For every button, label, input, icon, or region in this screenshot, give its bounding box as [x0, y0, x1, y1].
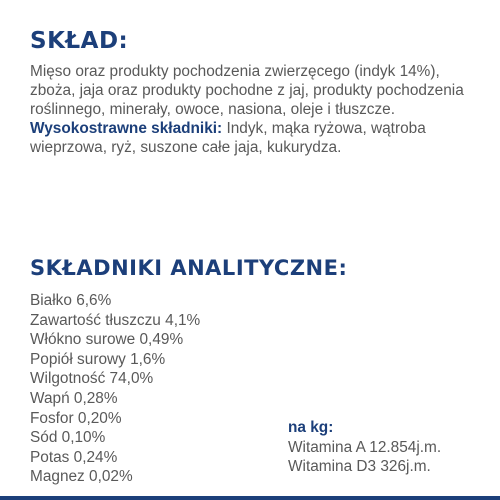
analytic-list — [30, 291, 200, 487]
analytic-item-sodium: Sód 0,10% — [30, 429, 106, 447]
key-ingredients-text: Indyk, mąka ryżowa, wątroba wieprzowa, ryż, suszone całe jaja, kukurydza. — [30, 120, 426, 156]
analytic-item-ash: Popiół surowy 1,6% — [30, 350, 166, 368]
per-kg-item-vitamin-a: Witamina A 12.854j.m. — [288, 438, 442, 456]
analytic-item-moisture: Wilgotność 74,0% — [30, 370, 154, 388]
ingredients-text: Mięso oraz produkty pochodzenia zwierzęcego (indyk 14%), zboża, jaja oraz produkty pochodne z jaj, produkty pochodzenia roślinnego, minerały, owoce, nasiona, oleje i tłuszcze. — [30, 63, 464, 118]
analytic-item-calcium: Wapń 0,28% — [30, 389, 118, 407]
composition-heading: SKŁAD: — [30, 28, 129, 54]
analytic-heading: SKŁADNIKI ANALITYCZNE: — [30, 256, 348, 280]
analytic-item-fat: Zawartość tłuszczu 4,1% — [30, 311, 201, 329]
per-kg-section — [288, 418, 441, 477]
analytic-item-potassium: Potas 0,24% — [30, 448, 118, 466]
key-ingredients-label: Wysokostrawne składniki: — [30, 120, 223, 137]
key-ingredients-paragraph — [30, 119, 480, 157]
composition-section — [30, 62, 480, 157]
analytic-item-fibre: Włókno surowe 0,49% — [30, 331, 184, 349]
per-kg-label: na kg: — [288, 419, 334, 436]
analytic-item-magnesium: Magnez 0,02% — [30, 468, 133, 486]
analytic-item-phosphorus: Fosfor 0,20% — [30, 409, 122, 427]
per-kg-item-vitamin-d3: Witamina D3 326j.m. — [288, 458, 431, 476]
bottom-bar — [0, 496, 500, 500]
analytic-item-protein: Białko 6,6% — [30, 292, 112, 309]
